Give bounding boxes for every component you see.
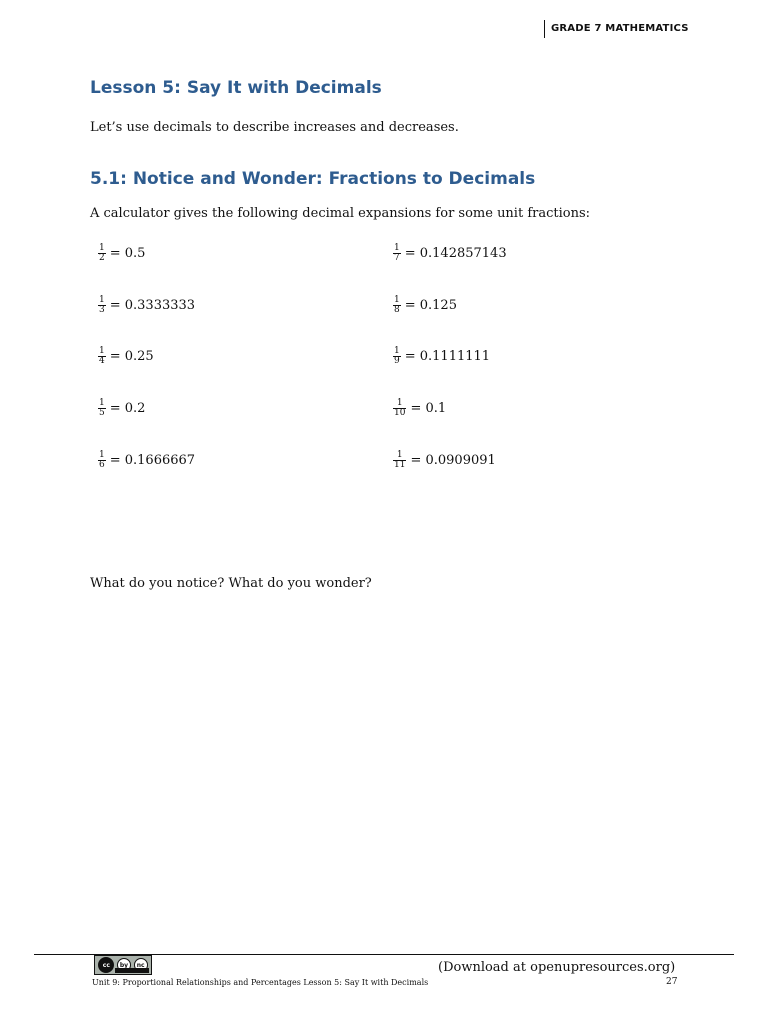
fraction bbox=[98, 399, 106, 418]
cc-icon: cc bbox=[98, 957, 114, 973]
numerator: 1 bbox=[99, 295, 105, 305]
decimal-value: = 0.5 bbox=[109, 246, 146, 261]
equation bbox=[98, 244, 145, 263]
numerator: 1 bbox=[99, 346, 105, 356]
equation bbox=[393, 347, 490, 366]
activity-prompt: A calculator gives the following decimal expansions for some unit fractions: bbox=[90, 206, 591, 221]
equation bbox=[98, 451, 195, 470]
denominator: 6 bbox=[99, 460, 105, 470]
section-title: 5.1: Notice and Wonder: Fractions to Decimals bbox=[90, 169, 536, 189]
denominator: 3 bbox=[99, 305, 105, 315]
equation bbox=[98, 399, 145, 418]
numerator: 1 bbox=[99, 243, 105, 253]
noncommercial-icon: nc bbox=[134, 958, 148, 972]
denominator: 2 bbox=[99, 253, 105, 263]
page-number: 27 bbox=[666, 977, 678, 987]
fraction bbox=[393, 296, 401, 315]
fraction bbox=[393, 451, 406, 470]
denominator: 7 bbox=[394, 253, 400, 263]
fraction bbox=[98, 244, 106, 263]
course-header: GRADE 7 MATHEMATICS bbox=[544, 20, 689, 38]
fraction bbox=[98, 451, 106, 470]
decimal-value: = 0.25 bbox=[109, 349, 154, 364]
numerator: 1 bbox=[396, 450, 403, 460]
equation bbox=[393, 451, 496, 470]
footer-unit-line: Unit 9: Proportional Relationships and Percentages Lesson 5: Say It with Decimals bbox=[92, 978, 429, 987]
denominator: 5 bbox=[99, 408, 105, 418]
decimal-value: = 0.125 bbox=[404, 298, 457, 313]
decimal-value: = 0.1666667 bbox=[109, 453, 196, 468]
denominator: 8 bbox=[394, 305, 400, 315]
numerator: 1 bbox=[394, 346, 400, 356]
fraction bbox=[393, 399, 406, 418]
equation bbox=[98, 296, 195, 315]
creative-commons-license-icon bbox=[94, 955, 152, 975]
denominator: 4 bbox=[99, 356, 105, 366]
fraction bbox=[393, 347, 401, 366]
numerator: 1 bbox=[394, 243, 400, 253]
decimal-value: = 0.2 bbox=[109, 401, 146, 416]
notice-wonder-question: What do you notice? What do you wonder? bbox=[90, 576, 372, 591]
decimal-value: = 0.3333333 bbox=[109, 298, 196, 313]
lesson-intro: Let’s use decimals to describe increases and decreases. bbox=[90, 120, 459, 135]
denominator: 11 bbox=[394, 460, 406, 470]
fraction bbox=[98, 347, 106, 366]
numerator: 1 bbox=[99, 450, 105, 460]
decimal-value: = 0.1111111 bbox=[404, 349, 491, 364]
denominator: 9 bbox=[394, 356, 400, 366]
decimal-value: = 0.0909091 bbox=[410, 453, 496, 468]
equation bbox=[393, 296, 457, 315]
fraction bbox=[393, 244, 401, 263]
numerator: 1 bbox=[99, 398, 105, 408]
decimal-value: = 0.1 bbox=[410, 401, 447, 416]
fraction bbox=[98, 296, 106, 315]
download-note: (Download at openupresources.org) bbox=[438, 960, 676, 975]
denominator: 10 bbox=[394, 408, 406, 418]
decimal-value: = 0.142857143 bbox=[404, 246, 507, 261]
numerator: 1 bbox=[396, 398, 403, 408]
lesson-title: Lesson 5: Say It with Decimals bbox=[90, 78, 382, 98]
equation bbox=[393, 244, 507, 263]
numerator: 1 bbox=[394, 295, 400, 305]
by-attribution-icon: by bbox=[117, 958, 131, 972]
equation bbox=[98, 347, 154, 366]
equation bbox=[393, 399, 446, 418]
